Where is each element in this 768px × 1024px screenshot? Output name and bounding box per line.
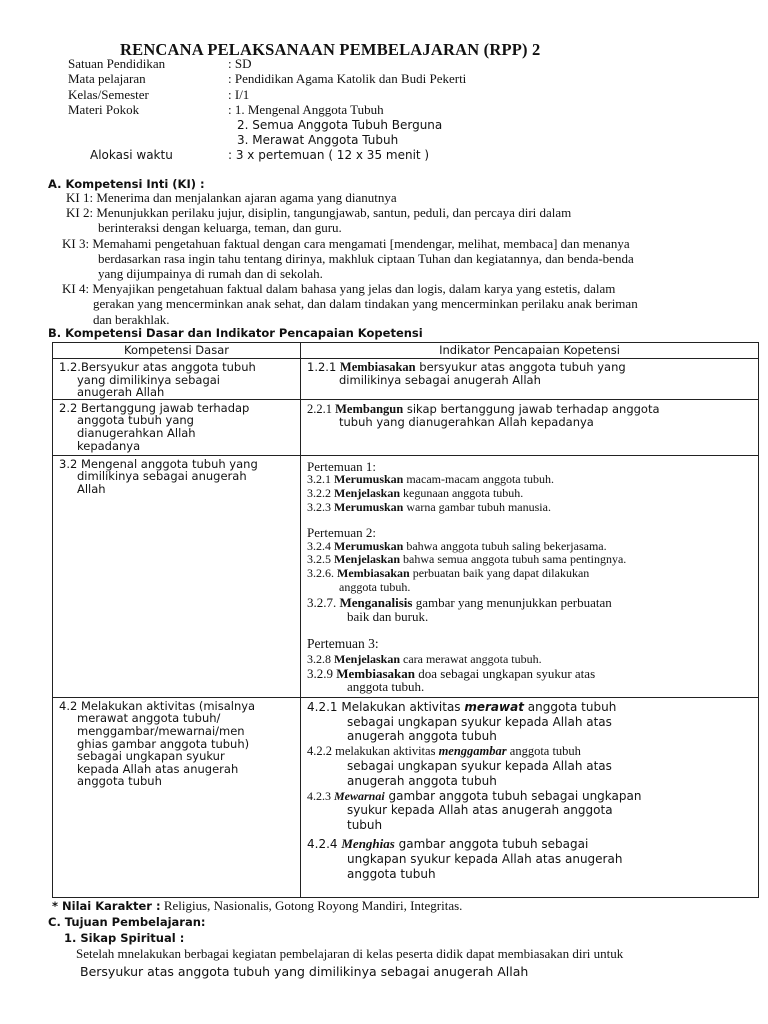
indicator-number: 2.2.1 <box>307 401 336 416</box>
section-b-heading: B. Kompetensi Dasar dan Indikator Pencapaian Kopetensi <box>48 326 423 340</box>
kd-cell <box>53 399 301 455</box>
header-kompetensi-dasar: Kompetensi Dasar <box>53 343 301 359</box>
indicator-text: tubuh yang dianugerahkan Allah kepadanya <box>339 415 594 430</box>
meeting-heading: Pertemuan 3: <box>307 636 379 652</box>
character-values-text: Religius, Nasionalis, Gotong Royong Mandiri, Integritas. <box>160 898 463 913</box>
indicator-text: sebagai ungkapan syukur kepada Allah atas <box>347 714 612 729</box>
indicator-verb: Merumuskan <box>334 538 404 553</box>
meta-value: : SD <box>228 56 252 71</box>
meta-value: : Pendidikan Agama Katolik dan Budi Pekerti <box>228 71 467 87</box>
indicator-number: 3.2.4 <box>307 538 334 553</box>
indicator-text: anugerah anggota tubuh <box>347 773 497 788</box>
kd-line: menggambar/mewarnai/men <box>77 723 245 738</box>
indicator-text: gambar anggota tubuh sebagai ungkapan <box>384 788 642 803</box>
subsection-spiritual: 1. Sikap Spiritual : <box>64 930 185 945</box>
kd-cell <box>53 697 301 897</box>
objective-text: Bersyukur atas anggota tubuh yang dimilikinya sebagai anugerah Allah <box>80 964 529 980</box>
ki-line: KI 2: Menunjukkan perilaku jujur, disiplin, tangungjawab, santun, peduli, dan percaya diri dalam <box>66 205 572 221</box>
indicator-number: 3.2.1 <box>307 472 334 487</box>
kd-line: kepada Allah atas anugerah <box>77 761 239 776</box>
indicator-cell <box>301 455 759 697</box>
table-row <box>53 455 759 697</box>
kd-line: anggota tubuh yang <box>77 413 194 428</box>
ki-line: KI 3: Memahami pengetahuan faktual dengan cara mengamati [mendengar, melihat, membaca] dan menanya <box>62 235 630 251</box>
kd-line: sebagai ungkapan syukur <box>77 749 225 764</box>
meta-key: Mata pelajaran <box>68 71 146 87</box>
kd-line: yang dimilikinya sebagai <box>77 372 220 387</box>
indicator-verb: Menjelaskan <box>334 485 400 500</box>
indicator-number: 1.2.1 <box>307 360 340 374</box>
table-row <box>53 359 759 400</box>
section-a-heading: A. Kompetensi Inti (KI) : <box>48 177 205 191</box>
indicator-verb: Membiasakan <box>339 360 416 374</box>
indicator-text: kegunaan anggota tubuh. <box>400 485 524 500</box>
kd-line: dianugerahkan Allah <box>77 425 196 440</box>
header-indikator: Indikator Pencapaian Kopetensi <box>301 343 759 359</box>
kd-line: merawat anggota tubuh/ <box>77 711 221 726</box>
kd-line: 4.2 Melakukan aktivitas (misalnya <box>59 698 256 713</box>
meta-key: Materi Pokok <box>68 102 140 118</box>
indicator-text: gambar yang menunjukkan perbuatan <box>412 595 612 611</box>
section-c-heading: C. Tujuan Pembelajaran: <box>48 914 206 929</box>
indicator-number: 3.2.5 <box>307 552 334 567</box>
indicator-text: anggota tubuh <box>506 744 581 759</box>
meta-row <box>68 71 466 86</box>
kd-line: 3.2 Mengenal anggota tubuh yang <box>59 456 258 471</box>
indicator-number: 3.2.2 <box>307 485 334 500</box>
kompetensi-inti-list <box>0 190 768 327</box>
ki-line: berinteraksi dengan keluarga, teman, dan guru. <box>98 220 342 236</box>
meta-row <box>68 102 466 117</box>
meta-row <box>68 148 466 163</box>
kd-line: ghias gambar anggota tubuh) <box>77 736 250 751</box>
materi-item: 3. Merawat Anggota Tubuh <box>237 133 399 148</box>
indicator-text: sikap bertanggung jawab terhadap anggota <box>403 401 660 416</box>
indicator-text: bahwa anggota tubuh saling bekerjasama. <box>403 538 607 553</box>
identity-block <box>68 56 466 164</box>
meta-key: Satuan Pendidikan <box>68 56 166 71</box>
meta-value: : 1. Mengenal Anggota Tubuh <box>228 102 384 118</box>
indicator-cell <box>301 399 759 455</box>
indicator-verb: Membiasakan <box>337 565 410 580</box>
character-values-label: * Nilai Karakter : <box>52 899 161 913</box>
indicator-verb: Membiasakan <box>336 665 415 681</box>
meta-row <box>68 133 466 148</box>
indicator-number: 3.2.9 <box>307 665 337 681</box>
ki-line: berdasarkan rasa ingin tahu tentang dirinya, makhluk ciptaan Tuhan dan kegiatannya, dan benda-benda <box>98 250 634 266</box>
materi-item: 2. Semua Anggota Tubuh Berguna <box>237 117 443 132</box>
kd-cell <box>53 359 301 400</box>
table-header-row <box>53 343 759 359</box>
indicator-cell <box>301 359 759 400</box>
ki-line: KI 1: Menerima dan menjalankan ajaran agama yang dianutnya <box>66 190 397 205</box>
meta-row <box>68 56 466 71</box>
character-values <box>0 898 768 915</box>
indicator-text: dimilikinya sebagai anugerah Allah <box>339 373 541 388</box>
objective-text: Setelah mnelakukan berbagai kegiatan pembelajaran di kelas peserta didik dapat membiasakan diri untuk <box>76 946 624 962</box>
indicator-text: warna gambar tubuh manusia. <box>403 499 551 514</box>
indicator-verb: Membangun <box>335 401 404 416</box>
indicator-verb: Menjelaskan <box>334 552 400 567</box>
indicator-verb: menggambar <box>438 744 507 759</box>
indicator-number: 3.2.7. <box>307 595 340 611</box>
indicator-text: tubuh <box>347 818 383 833</box>
meta-row <box>68 118 466 133</box>
indicator-verb: Mewarnai <box>334 788 385 803</box>
kd-line: 2.2 Bertanggung jawab terhadap <box>59 400 250 415</box>
indicator-verb: Merumuskan <box>334 499 404 514</box>
indicator-text: anggota tubuh <box>347 866 436 881</box>
indicator-verb: Menghias <box>341 835 395 851</box>
indicator-number: 4.2.3 <box>307 788 334 803</box>
meeting-heading: Pertemuan 2: <box>307 525 376 541</box>
objectives-block <box>0 898 768 980</box>
indicator-text: cara merawat anggota tubuh. <box>400 651 542 666</box>
indicator-text: perbuatan baik yang dapat dilakukan <box>409 565 590 580</box>
indicator-text: anggota tubuh. <box>339 579 411 594</box>
ki-line: dan berakhlak. <box>93 311 170 327</box>
meta-key: Alokasi waktu <box>90 148 173 163</box>
indicator-text: doa sebagai ungkapan syukur atas <box>414 665 596 681</box>
kd-line: anugerah Allah <box>77 385 165 400</box>
indicator-text: bersyukur atas anggota tubuh yang <box>415 360 626 374</box>
indicator-number: 4.2.4 <box>307 836 342 851</box>
table-row <box>53 697 759 897</box>
kd-cell <box>53 455 301 697</box>
indicator-cell <box>301 697 759 897</box>
meta-value: : 3 x pertemuan ( 12 x 35 menit ) <box>228 148 430 163</box>
indicator-number: 3.2.3 <box>307 499 334 514</box>
kd-line: dimilikinya sebagai anugerah <box>77 469 247 484</box>
indicator-text: ungkapan syukur kepada Allah atas anugerah <box>347 851 623 866</box>
competency-table <box>52 342 759 898</box>
indicator-verb: Menganalisis <box>339 595 413 611</box>
indicator-text: syukur kepada Allah atas anugerah anggota <box>347 803 613 818</box>
indicator-text: anugerah anggota tubuh <box>347 729 497 744</box>
indicator-verb: Merumuskan <box>334 472 404 487</box>
ki-line: KI 4: Menyajikan pengetahuan faktual dalam bahasa yang jelas dan logis, dalam karya yang estetis, dalam <box>62 281 616 297</box>
kd-line: Allah <box>77 481 106 496</box>
kd-line: kepadanya <box>77 438 141 453</box>
indicator-text: bahwa semua anggota tubuh sama pentingnya. <box>400 552 627 567</box>
indicator-number: 4.2.2 melakukan aktivitas <box>307 744 439 759</box>
indicator-text: sebagai ungkapan syukur kepada Allah atas <box>347 758 612 773</box>
indicator-verb: Menjelaskan <box>334 651 400 666</box>
ki-line: gerakan yang mencerminkan anak sehat, dan dalam tindakan yang mencerminkan perilaku anak beriman <box>93 296 638 312</box>
meta-key: Kelas/Semester <box>68 86 149 102</box>
page-title: RENCANA PELAKSANAAN PEMBELAJARAN (RPP) 2 <box>120 40 541 59</box>
indicator-text: gambar anggota tubuh sebagai <box>394 836 589 851</box>
meeting-heading: Pertemuan 1: <box>307 458 376 474</box>
indicator-text: anggota tubuh <box>523 699 617 714</box>
table-row <box>53 399 759 455</box>
indicator-text: macam-macam anggota tubuh. <box>403 472 554 487</box>
kd-line: 1.2.Bersyukur atas anggota tubuh <box>59 360 256 374</box>
indicator-number: 3.2.6. <box>307 565 337 580</box>
indicator-number: 4.2.1 Melakukan aktivitas <box>307 699 465 714</box>
indicator-text: anggota tubuh. <box>347 679 425 695</box>
ki-line: yang dijumpainya di rumah dan di sekolah. <box>98 266 323 282</box>
kd-line: anggota tubuh <box>77 774 162 789</box>
indicator-verb: merawat <box>464 699 524 714</box>
indicator-number: 3.2.8 <box>307 651 334 666</box>
indicator-text: baik dan buruk. <box>347 608 429 624</box>
meta-row <box>68 87 466 102</box>
meta-value: : I/1 <box>228 86 250 102</box>
